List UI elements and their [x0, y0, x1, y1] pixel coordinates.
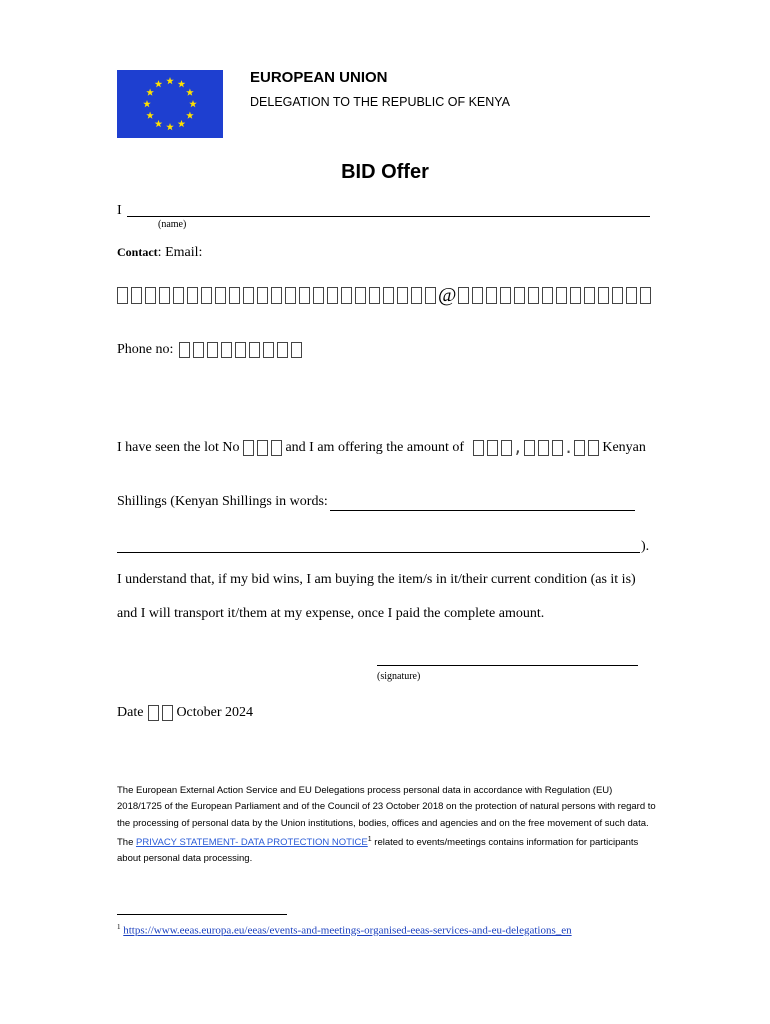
phone-boxes[interactable]	[179, 342, 302, 358]
signature-caption: (signature)	[377, 671, 421, 682]
offer-text-2: and I am offering the amount of	[285, 439, 465, 455]
offer-text-3: Kenyan	[602, 439, 646, 455]
footnote-number: 1	[117, 923, 121, 931]
document-title: BID Offer	[341, 161, 429, 183]
privacy-statement-link[interactable]: PRIVACY STATEMENT- DATA PROTECTION NOTICE	[136, 837, 368, 849]
phone-row	[117, 342, 302, 358]
name-field-line[interactable]	[127, 216, 650, 217]
privacy-text-after: related to events/meetings contains information for participants about personal data processing.	[117, 837, 639, 865]
email-local-part-boxes[interactable]	[117, 287, 436, 304]
contact-label: Contact	[117, 245, 158, 259]
amount-comma: ,	[513, 438, 523, 457]
footnote-separator	[117, 914, 287, 915]
offer-text-1: I have seen the lot No	[117, 439, 240, 455]
org-subtitle: DELEGATION TO THE REPUBLIC OF KENYA	[250, 95, 511, 109]
date-day-boxes[interactable]	[148, 705, 173, 721]
privacy-footnote-ref: 1	[367, 835, 372, 843]
amount-words-close: ).	[641, 539, 650, 554]
privacy-paragraph	[117, 783, 657, 868]
contact-colon: :	[157, 245, 162, 260]
amount-words-line-1[interactable]	[330, 510, 635, 511]
contact-row	[117, 245, 202, 261]
lot-number-boxes[interactable]	[243, 440, 282, 456]
shillings-words-label: Shillings (Kenyan Shillings in words:	[117, 494, 328, 509]
date-month-year: October 2024	[176, 705, 254, 720]
email-label: Email:	[165, 245, 203, 260]
amount-words-line-2[interactable]	[117, 552, 640, 553]
privacy-text-before: The European External Action Service and EU Delegations process personal data in accordance with Regulation (EU) 2018/1725 of the European Parliament and of the Council of 23 October 2018 on the protection of natural persons with regard to the processing of personal data by the Union institutions, bodies, offices and agencies and on the free movement of such data. The	[117, 785, 656, 849]
offer-row	[117, 438, 646, 457]
amount-units-boxes[interactable]	[524, 440, 563, 456]
name-caption: (name)	[158, 219, 187, 230]
email-at-sign: @	[438, 284, 457, 306]
phone-label: Phone no:	[117, 342, 174, 357]
amount-dot: .	[563, 438, 574, 457]
footnote	[117, 923, 572, 937]
footnote-link[interactable]: https://www.eeas.europa.eu/eeas/events-and-meetings-organised-eeas-services-and-eu-delegations_en	[123, 924, 572, 937]
understanding-line-2: and I will transport it/them at my expense, once I paid the complete amount.	[117, 606, 545, 621]
eu-flag-icon	[117, 70, 223, 138]
understanding-line-1: I understand that, if my bid wins, I am buying the item/s in it/their current condition (as it is)	[117, 572, 636, 587]
email-domain-boxes[interactable]	[458, 287, 651, 304]
amount-cents-boxes[interactable]	[574, 440, 599, 456]
date-row	[117, 705, 253, 721]
amount-thousands-boxes[interactable]	[473, 440, 512, 456]
date-label: Date	[117, 705, 144, 720]
signature-line[interactable]	[377, 665, 638, 666]
email-field[interactable]	[117, 284, 651, 307]
name-prefix: I	[117, 203, 122, 218]
org-title: EUROPEAN UNION	[250, 69, 388, 86]
